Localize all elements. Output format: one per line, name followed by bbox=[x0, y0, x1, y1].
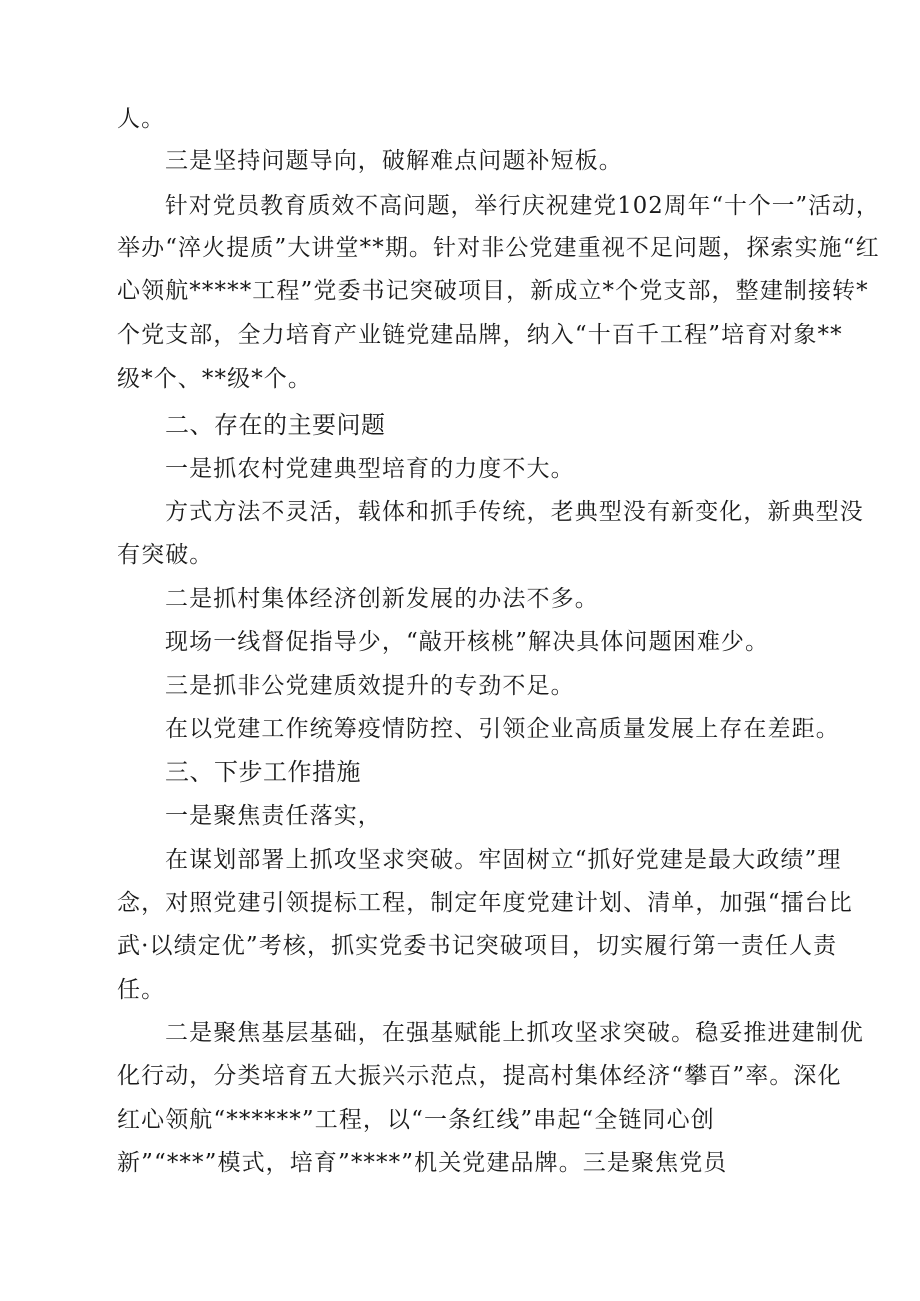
body-line: 方式方法不灵活，载体和抓手传统，老典型没有新变化，新典型没 bbox=[165, 499, 864, 525]
body-line: 二是聚焦基层基础，在强基赋能上抓攻坚求突破。稳妥推进建制优 bbox=[165, 1020, 864, 1046]
body-line: 化行动，分类培育五大振兴示范点，提高村集体经济“攀百”率。深化 bbox=[117, 1063, 842, 1089]
body-line: 个党支部，全力培育产业链党建品牌，纳入“十百千工程”培育对象** bbox=[117, 322, 843, 348]
body-line: 级*个、**级*个。 bbox=[117, 366, 312, 392]
body-line: 心领航*****工程”党委书记突破项目，新成立*个党支部，整建制接转* bbox=[117, 278, 869, 304]
body-line: 任。 bbox=[117, 977, 166, 1003]
body-line: 现场一线督促指导少，“敲开核桃”解决具体问题困难少。 bbox=[165, 629, 770, 655]
body-line: 武·以绩定优”考核，抓实党委书记突破项目，切实履行第一责任人责 bbox=[117, 933, 838, 959]
body-line: 在以党建工作统筹疫情防控、引领企业高质量发展上存在差距。 bbox=[165, 716, 840, 742]
body-line: 有突破。 bbox=[117, 542, 214, 568]
body-line: 一是抓农村党建典型培育的力度不大。 bbox=[165, 456, 575, 482]
body-line: 三是抓非公党建质效提升的专劲不足。 bbox=[165, 673, 575, 699]
body-line: 红心领航“******”工程，以“一条红线”串起“全链同心创 bbox=[117, 1107, 715, 1133]
body-line: 针对党员教育质效不高问题，举行庆祝建党102周年“十个一”活动， bbox=[165, 193, 880, 219]
body-line: 举办“淬火提质”大讲堂**期。针对非公党建重视不足问题，探索实施“红 bbox=[117, 235, 880, 261]
body-line: 二是抓村集体经济创新发展的办法不多。 bbox=[165, 586, 599, 612]
section-heading: 三、下步工作措施 bbox=[165, 758, 361, 786]
body-line: 新”“***”模式，培育”****”机关党建品牌。三是聚焦党员 bbox=[117, 1150, 728, 1176]
body-line: 一是聚焦责任落实， bbox=[165, 803, 382, 829]
body-line: 三是坚持问题导向，破解难点问题补短板。 bbox=[165, 148, 623, 174]
body-line: 在谋划部署上抓攻坚求突破。牢固树立“抓好党建是最大政绩”理 bbox=[165, 847, 842, 873]
body-line: 人。 bbox=[117, 106, 166, 132]
body-line: 念，对照党建引领提标工程，制定年度党建计划、清单，加强“擂台比 bbox=[117, 890, 853, 916]
section-heading: 二、存在的主要问题 bbox=[165, 411, 386, 439]
